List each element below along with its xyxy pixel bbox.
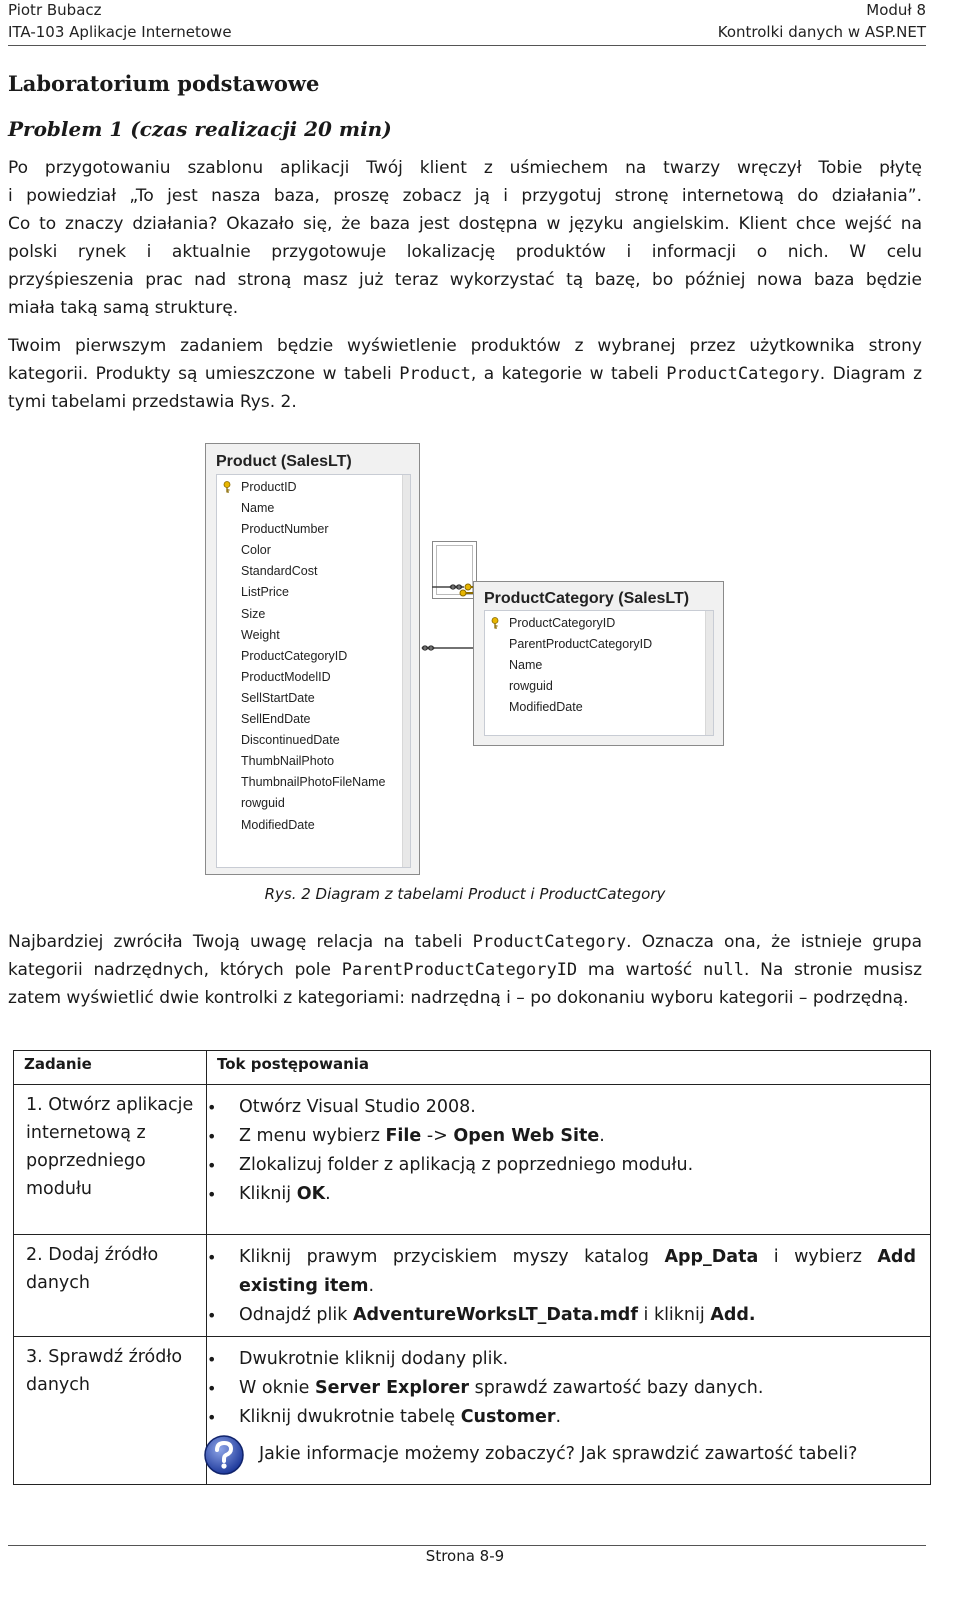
bold-term: AdventureWorksLT_Data.mdf xyxy=(352,1305,638,1325)
field-name: ProductNumber xyxy=(241,522,329,537)
field-name: SellEndDate xyxy=(241,712,311,727)
key-icon xyxy=(460,590,474,596)
list-item xyxy=(237,1374,916,1403)
text: . Diagram z tymi tabelami przedstawia Rys. 2. xyxy=(8,364,922,412)
productcategory-field-list xyxy=(484,610,714,736)
text: Kliknij dwukrotnie tabelę xyxy=(239,1407,461,1427)
intro-paragraph xyxy=(8,154,922,322)
field-name: ProductModelID xyxy=(241,669,331,684)
text: sprawdź zawartość bazy danych. xyxy=(469,1378,764,1398)
question-text: Jakie informacje możemy zobaczyć? Jak sprawdzić zawartość tabeli? xyxy=(259,1444,858,1464)
module-number: Moduł 8 xyxy=(866,1,926,19)
field-name: StandardCost xyxy=(241,564,318,579)
table-field xyxy=(217,561,410,582)
field-name: ProductCategoryID xyxy=(241,648,348,663)
procedure-cell xyxy=(207,1085,931,1235)
module-title: Kontrolki danych w ASP.NET xyxy=(717,23,926,41)
field-name: Name xyxy=(241,501,275,516)
relation-paragraph xyxy=(8,928,922,1012)
table-field xyxy=(217,793,410,814)
task-table-header-row xyxy=(14,1051,931,1085)
text: Kliknij xyxy=(239,1184,297,1204)
bold-term: OK xyxy=(296,1184,326,1204)
text: -> xyxy=(421,1126,454,1146)
list-item xyxy=(237,1180,916,1209)
figure-caption: Rys. 2 Diagram z tabelami Product i ProductCategory xyxy=(264,885,666,903)
problem-title: Problem 1 (czas realizacji 20 min) xyxy=(8,117,392,141)
procedure-list xyxy=(207,1235,930,1336)
table-field xyxy=(217,625,410,646)
bold-term: Add existing item xyxy=(239,1247,916,1296)
text: i wybierz xyxy=(758,1247,878,1267)
bold-term: Add. xyxy=(710,1305,756,1325)
procedure-list xyxy=(207,1085,930,1215)
intro-line: polski rynek i aktualnie przygotowuje lokalizację produktów i informacji o nich. W celu xyxy=(8,242,922,262)
field-name: ModifiedDate xyxy=(241,817,315,832)
text: Najbardziej zwróciła Twoją uwagę relacja na tabeli xyxy=(8,932,473,952)
key-icon xyxy=(223,481,233,493)
productcategory-table xyxy=(473,581,724,746)
table-field xyxy=(217,730,410,751)
section-title: Laboratorium podstawowe xyxy=(8,71,320,96)
intro-line: Po przygotowaniu szablonu aplikacji Twój klient z uśmiechem na twarzy wręczył Tobie płytę xyxy=(8,158,922,178)
table-field xyxy=(217,604,410,625)
column-header-procedure: Tok postępowania xyxy=(207,1051,931,1085)
list-item xyxy=(237,1345,916,1374)
table-row xyxy=(14,1337,931,1485)
field-name: ThumbnailPhotoFileName xyxy=(241,775,386,790)
procedure-cell xyxy=(207,1235,931,1337)
table-field xyxy=(217,582,410,603)
table-field xyxy=(485,655,713,676)
table-field xyxy=(217,667,410,688)
text: . Oznacza ona, że istnieje grupa kategorii nadrzędnych, których pole xyxy=(8,932,922,980)
table-row xyxy=(14,1235,931,1337)
bold-term: File xyxy=(385,1126,422,1146)
intro-line: miała taką samą strukturę. xyxy=(8,298,239,318)
list-item xyxy=(237,1151,916,1180)
procedure-list xyxy=(207,1337,930,1475)
table-field xyxy=(217,477,410,498)
table-field xyxy=(485,676,713,697)
footer-divider xyxy=(8,1545,926,1546)
task-paragraph xyxy=(8,332,922,416)
text: ma wartość xyxy=(577,960,704,980)
table-field xyxy=(217,772,410,793)
field-name: Color xyxy=(241,543,271,558)
list-item xyxy=(237,1301,916,1330)
task-table xyxy=(13,1050,931,1485)
field-name: ThumbNailPhoto xyxy=(241,754,335,769)
task-step-label: 3. Sprawdź źródło danych xyxy=(26,1347,183,1395)
table-field xyxy=(485,634,713,655)
table-field xyxy=(485,697,713,718)
table-field xyxy=(485,613,713,634)
table-field xyxy=(217,709,410,730)
table-field xyxy=(217,815,410,836)
text: Z menu wybierz xyxy=(239,1126,386,1146)
field-name: rowguid xyxy=(509,679,553,694)
field-name: Weight xyxy=(241,627,280,642)
scrollbar xyxy=(402,475,410,867)
task-step xyxy=(14,1085,207,1235)
field-name: rowguid xyxy=(241,796,285,811)
product-table-title: Product (SalesLT) xyxy=(216,453,352,470)
text: Odnajdź plik xyxy=(239,1305,353,1325)
table-field xyxy=(217,498,410,519)
list-item xyxy=(237,1243,916,1301)
list-item xyxy=(237,1093,916,1122)
bold-term: Server Explorer xyxy=(315,1378,470,1398)
table-field xyxy=(217,540,410,561)
author-name: Piotr Bubacz xyxy=(8,1,102,19)
header-divider xyxy=(8,45,926,46)
code-product: Product xyxy=(399,364,471,384)
scrollbar xyxy=(705,611,713,735)
table-field xyxy=(217,646,410,667)
productcategory-table-title: ProductCategory (SalesLT) xyxy=(484,590,690,607)
bold-term: Open Web Site xyxy=(453,1126,600,1146)
field-name: Size xyxy=(241,606,266,621)
text: , a kategorie w tabeli xyxy=(470,364,667,384)
field-name: ListPrice xyxy=(241,585,289,600)
text: Zlokalizuj folder z aplikacją z poprzedniego modułu. xyxy=(239,1155,694,1175)
table-field xyxy=(217,519,410,540)
field-name: Name xyxy=(509,658,543,673)
bold-term: App_Data xyxy=(664,1247,759,1267)
relationship-lines xyxy=(420,580,480,660)
field-name: ProductCategoryID xyxy=(509,616,616,630)
field-name: DiscontinuedDate xyxy=(241,733,340,748)
task-step-label: 2. Dodaj źródło danych xyxy=(26,1245,159,1293)
field-name: ParentProductCategoryID xyxy=(509,637,653,652)
code-parentproductcategoryid: ParentProductCategoryID xyxy=(341,960,578,980)
task-step-label: 1. Otwórz aplikacje internetową z poprzedniego modułu xyxy=(26,1095,194,1199)
text: . xyxy=(325,1184,331,1204)
text: . xyxy=(599,1126,605,1146)
list-item xyxy=(237,1122,916,1151)
code-productcategory: ProductCategory xyxy=(472,932,627,952)
question-icon xyxy=(203,1434,245,1476)
code-productcategory: ProductCategory xyxy=(666,364,820,384)
text: . xyxy=(368,1276,375,1296)
text: Twoim pierwszym zadaniem będzie wyświetlenie produktów z wybranej przez użytkownika strony kategorii. Produkty są umieszczone w tabeli xyxy=(8,336,922,384)
intro-line: i powiedział „To jest nasza baza, proszę zobacz ją i przygotuj stronę internetową do działania”. xyxy=(8,186,922,206)
product-table xyxy=(205,443,420,875)
table-row xyxy=(14,1085,931,1235)
list-item xyxy=(237,1403,916,1432)
intro-line: Co to znaczy działania? Okazało się, że baza jest dostępna w języku angielskim. Klient chce wejść na xyxy=(8,214,922,234)
code-null: null xyxy=(703,960,744,980)
field-name: ModifiedDate xyxy=(509,700,583,715)
field-name: SellStartDate xyxy=(241,690,315,705)
key-icon xyxy=(491,617,501,629)
task-step xyxy=(14,1235,207,1337)
text: . Na stronie musisz zatem wyświetlić dwie kontrolki z kategoriami: nadrzędną i – po dokonaniu wyboru kategorii – podrzędną. xyxy=(8,960,922,1008)
text: i kliknij xyxy=(637,1305,711,1325)
column-header-task: Zadanie xyxy=(14,1051,207,1085)
task-step xyxy=(14,1337,207,1485)
table-field xyxy=(217,751,410,772)
text: Otwórz Visual Studio 2008. xyxy=(239,1097,476,1117)
course-name: ITA-103 Aplikacje Internetowe xyxy=(8,23,232,41)
intro-line: przyśpieszenia prac nad stroną masz już teraz wykorzystać tą bazę, bo później nowa baza będzie xyxy=(8,270,922,290)
field-name: ProductID xyxy=(241,480,297,494)
table-field xyxy=(217,688,410,709)
page-number: Strona 8-9 xyxy=(425,1547,505,1565)
text: Kliknij prawym przyciskiem myszy katalog xyxy=(239,1247,665,1267)
bold-term: Customer xyxy=(460,1407,556,1427)
product-field-list xyxy=(216,474,411,868)
text: Dwukrotnie kliknij dodany plik. xyxy=(239,1349,509,1369)
text: W oknie xyxy=(239,1378,315,1398)
text: . xyxy=(555,1407,562,1427)
procedure-cell xyxy=(207,1337,931,1485)
question-item xyxy=(237,1440,916,1469)
